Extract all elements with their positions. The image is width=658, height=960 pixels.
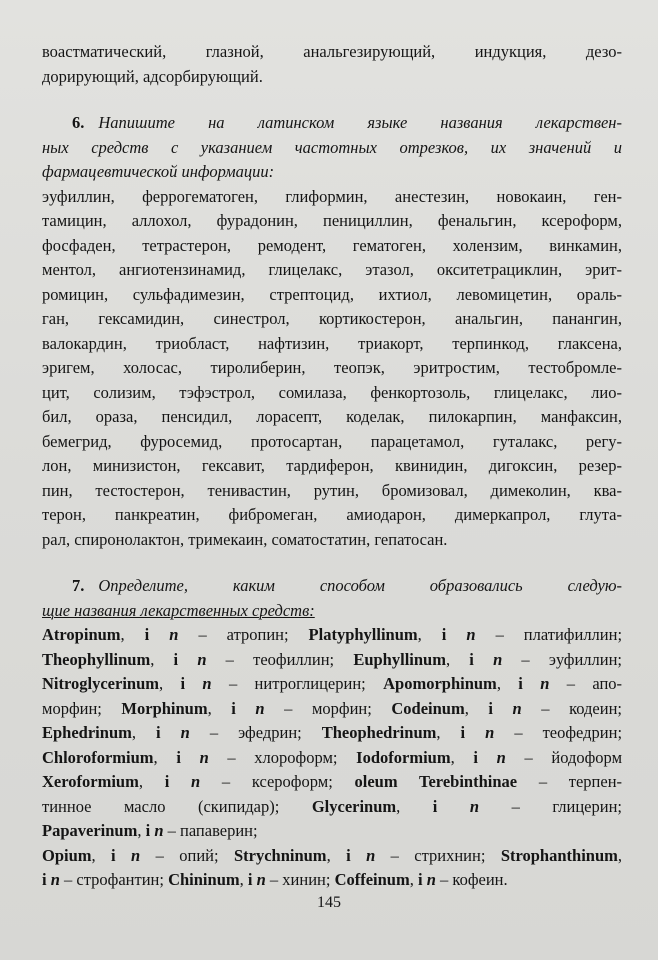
latin-term: n [466,625,476,644]
latin-term: oleum Terebinthinae [354,772,518,791]
latin-term: n [256,870,266,889]
text-segment: , [326,845,347,865]
latin-term: Iodoformium [356,747,451,767]
text-segment: – глицерин; [479,796,622,816]
text-segment: – опий; [140,845,234,865]
latin-term: n [540,674,550,693]
page-content [42,40,622,893]
latin-term: i [346,845,351,865]
latin-term: i [176,747,181,767]
latin-term: i [145,821,151,840]
text-segment: – стрихнин; [375,845,501,865]
task-6-heading-line: ных средств с указанием частотных отрезков, их значений и [42,137,622,157]
text-segment: – эфедрин; [189,723,322,742]
latin-term: i [518,674,523,693]
drug-line [42,868,622,893]
text-line: воастматический, глазной, анальгезирующий, индукция, дезо- [42,42,622,61]
latin-term: i [144,625,150,644]
latin-term: n [426,870,436,889]
latin-term: Euphyllinum [353,649,446,669]
drug-line [42,697,622,722]
latin-term: Nitroglycerinum [42,674,160,693]
latin-term: n [485,723,495,742]
text-segment: , [91,845,112,865]
text-line: ган, гексамидин, синестрол, кортикостерон, анальгин, панангин, [42,309,622,328]
latin-term: Codeinum [391,698,465,718]
continuation-paragraph [42,40,622,89]
latin-term: Platyphyllinum [308,625,418,644]
latin-term: i [42,870,47,889]
latin-term: Morphinum [121,698,208,718]
text-segment: , [496,674,519,693]
task-7 [42,574,622,893]
latin-term: n [180,723,190,742]
latin-term: i [156,723,161,742]
text-segment [169,772,191,791]
text-segment [178,650,197,669]
text-line: пин, тестостерон, тенивастин, рутин, бромизовал, димеколин, ква- [42,480,622,500]
text-segment: – йодоформ [505,747,623,767]
latin-term: n [469,796,480,816]
text-segment [465,723,485,742]
drug-line [42,819,622,844]
latin-term: n [197,649,207,669]
text-segment: , [409,870,418,889]
drug-line [42,770,622,795]
task-6-drug-list [42,185,622,553]
text-segment: – хлороформ; [208,747,357,767]
latin-term: Ephedrinum [42,723,132,742]
text-segment [474,650,493,669]
text-segment: , [450,747,474,767]
text-segment [478,748,497,767]
text-segment: – терпен- [517,772,623,791]
text-segment: – теофиллин; [206,649,354,669]
latin-term: n [255,698,265,718]
text-line: ромицин, сульфадимезин, стрептоцид, ихтиол, левомицетин, ораль- [42,284,622,304]
task-6-heading-line: 6. Напишите на латинском языке названия лекарствен- [72,113,622,132]
latin-term: n [496,747,506,767]
latin-term: i [231,698,236,718]
text-segment: , [131,723,157,742]
latin-term: n [199,747,209,767]
latin-term: i [460,723,466,742]
text-segment: – кофеин. [435,870,508,889]
latin-term: n [131,845,141,865]
drug-line [42,672,622,697]
latin-term: Atropinum [42,625,121,644]
latin-term: i [441,625,447,644]
text-segment: , [137,821,146,840]
latin-term: Chininum [168,870,240,889]
text-segment: – эуфиллин; [502,649,623,669]
text-segment: – папаверин; [163,821,258,840]
latin-term: i [417,870,423,889]
task-6-number: 6. [72,113,85,132]
drug-line [42,623,622,648]
text-segment [351,846,366,865]
text-segment: , [207,698,232,718]
text-line: валокардин, триобласт, нафтизин, триакорт, терпинкод, глаксена, [42,333,622,353]
text-segment: – строфантин; [59,870,169,889]
latin-term: n [154,821,164,840]
latin-term: Chloroformium [42,747,154,767]
latin-term: i [180,674,186,693]
page-number: 145 [317,894,341,911]
text-segment: , [617,845,623,865]
text-line: бемегрид, фуросемид, протосартан, парацетамол, гуталакс, регу- [42,431,622,451]
latin-term: i [469,649,474,669]
latin-term: Theophedrinum [321,723,437,742]
text-line: эуфиллин, феррогематоген, глиформин, анестезин, новокаин, ген- [42,186,622,206]
text-segment: , [239,870,248,889]
drug-line [42,795,622,820]
text-segment: , [445,649,470,669]
text-segment: , [150,649,174,669]
text-segment: , [396,796,433,816]
text-segment [149,625,169,644]
text-segment: – нитроглицерин; [211,674,384,693]
latin-term: i [111,845,116,865]
latin-term: n [202,674,212,693]
text-line: дорирующий, адсорбирующий. [42,66,263,86]
latin-term: Apomorphinum [383,674,497,693]
text-segment: , [120,625,145,644]
task-6 [42,111,622,552]
latin-term: n [50,870,60,889]
text-segment: – хинин; [265,870,335,889]
latin-term: i [473,747,478,767]
latin-term: Xeroformium [42,772,139,791]
drug-line [42,648,622,673]
text-segment: , [138,772,165,791]
latin-term: i [247,870,253,889]
latin-term: n [512,698,522,718]
drug-line [42,721,622,746]
text-segment [181,748,200,767]
text-segment [185,674,202,693]
latin-term: Strychninum [233,845,327,865]
task-7-drug-list [42,623,622,893]
text-segment [116,846,131,865]
text-segment [236,699,256,718]
text-segment: морфин; [42,698,122,718]
text-segment [161,723,181,742]
latin-term: Papaverinum [42,821,138,840]
drug-line [42,746,622,771]
latin-term: Strophanthinum [500,845,618,865]
text-line: цит, солизим, тэфэстрол, сомилаза, фенкортозоль, глицелакс, лио- [42,382,622,402]
text-line: ментол, ангиотензинамид, глицелакс, этазол, окситетрациклин, эрит- [42,260,622,279]
text-segment: – теофедрин; [494,723,623,742]
text-segment [437,797,470,816]
latin-term: n [191,772,201,791]
latin-term: n [493,649,503,669]
drug-line [42,844,622,869]
text-segment: – платифиллин; [475,625,623,644]
task-6-heading-line: фармацевтической информации: [42,162,275,181]
task-7-heading-line: щие названия лекарственных средств: [42,600,315,620]
latin-term: i [173,649,179,669]
text-segment: , [436,723,461,742]
text-line: фосфаден, тетрастерон, ремодент, гематоген, холензим, винкамин, [42,235,622,255]
latin-term: n [169,625,179,644]
text-segment [446,625,466,644]
text-segment [523,674,540,693]
text-segment: , [464,698,489,718]
latin-term: n [366,845,376,865]
latin-term: i [164,772,170,791]
text-segment: – кодеин; [521,698,622,718]
text-segment [493,699,513,718]
text-segment: – морфин; [264,698,392,718]
latin-term: Glycerinum [311,796,397,816]
text-segment: , [159,674,181,693]
task-7-heading-line: 7. Определите, каким способом образовались следую- [72,576,622,595]
latin-term: i [432,796,438,816]
text-line: бил, ораза, пенсидил, лорасепт, коделак, пилокарпин, манфаксин, [42,407,622,426]
text-line: тамицин, аллохол, фурадонин, пенициллин, фенальгин, ксероформ, [42,211,622,230]
text-segment: – апо- [549,674,623,693]
text-segment: , [153,747,177,767]
task-7-number: 7. [72,576,85,595]
text-segment: тинное масло (скипидар); [42,796,312,816]
text-line: эригем, холосас, тиролиберин, теопэк, эритростим, тестобромле- [42,358,622,377]
text-segment: – атропин; [178,625,309,644]
latin-term: Opium [42,845,92,865]
latin-term: i [488,698,493,718]
text-segment: , [417,625,442,644]
text-line: лон, минизистон, гексавит, тардиферон, квинидин, дигоксин, резер- [42,456,622,475]
text-line: терон, панкреатин, фибромеган, амиодарон, димеркапрол, глута- [42,505,622,524]
text-line: рал, спиронолактон, тримекаин, соматостатин, гепатосан. [42,529,448,549]
latin-term: Theophyllinum [42,649,151,669]
text-segment: – ксероформ; [200,772,355,791]
latin-term: Coffeinum [334,870,410,889]
